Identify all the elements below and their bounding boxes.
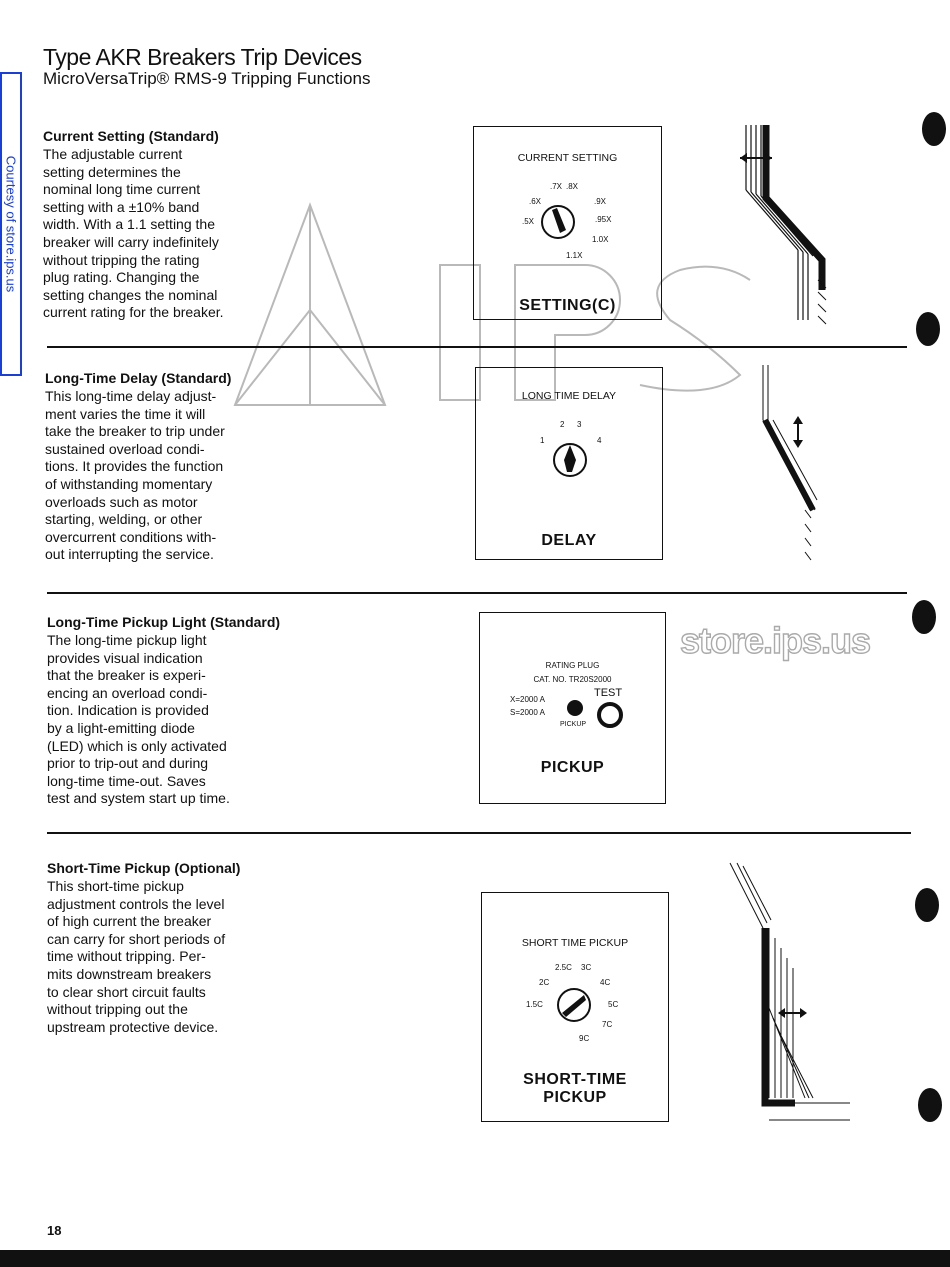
section-heading-short-time-pickup: Short-Time Pickup (Optional) — [47, 860, 241, 876]
section-divider — [47, 832, 911, 834]
section-body-short-time-pickup: This short-time pickup adjustment controls the level of high current the breaker can carry for short periods of time without tripping. Per- mits downstream breakers to clear short circuit faults without tripping out the upstream protective device. — [47, 878, 226, 1035]
dial-tick: 5C — [608, 1000, 619, 1009]
long-time-delay-caption: DELAY — [541, 532, 597, 549]
section-body-pickup-light: The long-time pickup light provides visual indication that the breaker is experi- encing an overload condi- tion. Indication is provided by a light-emitting diode (LED) which is only activated prior to trip-out and during long-time time-out. Saves test and system start up time. — [47, 632, 230, 807]
dial-tick: 1.0X — [592, 235, 609, 244]
current-setting-label: CURRENT SETTING — [517, 152, 618, 164]
dial-tick: 4 — [597, 436, 602, 445]
pickup-light-caption: PICKUP — [540, 759, 605, 776]
dial-tick: .6X — [529, 197, 542, 206]
binder-hole — [916, 312, 940, 346]
long-time-delay-panel — [475, 367, 663, 560]
dial-tick: .7X — [550, 182, 563, 191]
section-heading-current-setting: Current Setting (Standard) — [43, 128, 219, 144]
dial-tick: .8X — [566, 182, 579, 191]
dial-tick: 1.1X — [566, 251, 583, 260]
dial-tick: 3C — [581, 963, 592, 972]
rating-plug-label: RATING PLUG — [545, 661, 600, 670]
current-setting-dial[interactable] — [536, 200, 580, 244]
binder-hole — [912, 600, 936, 634]
long-time-delay-label: LONG TIME DELAY — [521, 390, 617, 402]
section-body-current-setting: The adjustable current setting determines the nominal long time current setting with a ±10% band width. With a 1.1 setting the breaker will carry indefinitely without tripping the rating plug rating. Changing the setting changes the nominal current rating for the breaker. — [43, 146, 224, 321]
courtesy-stamp-text: Courtesy of store.ips.us — [3, 155, 19, 293]
binder-hole — [918, 1088, 942, 1122]
section-heading-long-time-delay: Long-Time Delay (Standard) — [45, 370, 232, 386]
dial-tick: 7C — [602, 1020, 613, 1029]
x-rating: X=2000 A — [510, 695, 545, 704]
long-time-delay-dial[interactable] — [548, 438, 592, 482]
bottom-edge-bar — [0, 1250, 950, 1267]
dial-tick: 9C — [579, 1034, 590, 1043]
page-subtitle: MicroVersaTrip® RMS-9 Tripping Functions — [43, 69, 371, 88]
dial-tick: 2.5C — [555, 963, 572, 972]
dial-tick: .5X — [522, 217, 535, 226]
short-time-pickup-caption-line2: PICKUP — [543, 1089, 607, 1106]
current-setting-panel — [473, 126, 662, 320]
pickup-light-panel — [479, 612, 666, 804]
trip-curve-long-time-delay — [755, 360, 825, 570]
dial-tick: .9X — [594, 197, 607, 206]
dial-tick: 2C — [539, 978, 550, 987]
dial-tick: 1 — [540, 436, 545, 445]
test-button[interactable] — [597, 702, 623, 728]
trip-curve-short-time-pickup — [725, 858, 865, 1133]
section-divider — [47, 592, 907, 594]
dial-tick: 3 — [577, 420, 582, 429]
pickup-small-label: PICKUP — [560, 721, 587, 728]
section-body-long-time-delay: This long-time delay adjust- ment varies the time it will take the breaker to trip under sustained overload condi- tions. It provides the function of withstanding momentary overloads such as motor starting, welding, or other overcurrent conditions with- out interrupting the service. — [45, 388, 225, 563]
dial-tick: 4C — [600, 978, 611, 987]
rating-plug-catalog-number: CAT. NO. TR20S2000 — [533, 675, 612, 684]
binder-hole — [915, 888, 939, 922]
page-title: Type AKR Breakers Trip Devices — [43, 44, 362, 70]
page-number: 18 — [47, 1223, 62, 1238]
binder-hole — [922, 112, 946, 146]
dial-tick: 1.5C — [526, 1000, 543, 1009]
test-label: TEST — [594, 687, 623, 699]
short-time-pickup-caption-line1: SHORT-TIME — [523, 1071, 627, 1088]
dial-tick: 2 — [560, 420, 565, 429]
short-time-pickup-dial[interactable] — [552, 983, 596, 1027]
short-time-pickup-panel — [481, 892, 669, 1122]
s-rating: S=2000 A — [510, 708, 545, 717]
current-setting-caption: SETTING(C) — [519, 297, 616, 314]
courtesy-stamp — [0, 72, 22, 376]
trip-curve-current-setting — [738, 120, 838, 335]
dial-tick: .95X — [595, 215, 612, 224]
section-heading-pickup-light: Long-Time Pickup Light (Standard) — [47, 614, 281, 630]
store-watermark-text: store.ips.us — [680, 620, 871, 661]
pickup-led — [567, 700, 583, 716]
short-time-pickup-label: SHORT TIME PICKUP — [521, 937, 629, 949]
section-divider — [47, 346, 907, 348]
